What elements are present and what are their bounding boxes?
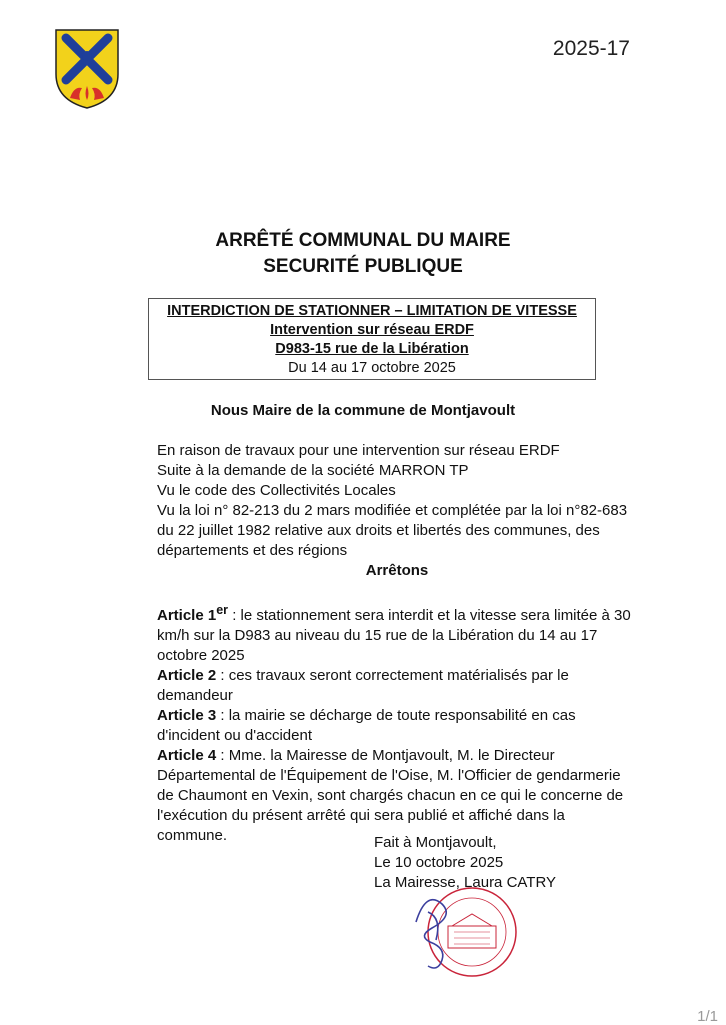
mairie-stamp-and-signature xyxy=(402,882,522,982)
considerant-3: Vu le code des Collectivités Locales xyxy=(157,482,396,499)
subject-box xyxy=(148,298,596,380)
article-4 xyxy=(157,746,637,846)
signature-date: Le 10 octobre 2025 xyxy=(374,854,504,871)
title-line-2: SECURITÉ PUBLIQUE xyxy=(263,256,463,277)
article-1-sup: er xyxy=(216,603,229,617)
decree-title xyxy=(0,228,726,280)
coat-of-arms-icon xyxy=(54,28,120,110)
article-4-label: Article 4 xyxy=(157,747,217,764)
subject-line-4: Du 14 au 17 octobre 2025 xyxy=(288,360,456,376)
article-4-text: : Mme. la Mairesse de Montjavoult, M. le Directeur Départemental de l'Équipement de l'Oise, M. l'Officier de gendarmerie de Chaumont en Vexin, sont chargés chacun en ce qui le concerne de l'exécution du présent arrêté qui sera publié et affiché dans la commune. xyxy=(157,747,624,844)
article-1 xyxy=(157,600,637,666)
article-3-label: Article 3 xyxy=(157,707,217,724)
article-1-label: Article 1 xyxy=(157,607,217,624)
article-1-text: : le stationnement sera interdit et la vitesse sera limitée à 30 km/h sur la D983 au niveau du 15 rue de la Libération du 14 au 17 octobre 2025 xyxy=(157,607,631,664)
decree-reference: 2025-17 xyxy=(552,37,630,60)
page-number: 1/1 xyxy=(697,1008,718,1025)
article-3-text: : la mairie se décharge de toute responsabilité en cas d'incident ou d'accident xyxy=(157,707,576,744)
considerants xyxy=(157,441,637,581)
subject-line-2: Intervention sur réseau ERDF xyxy=(270,322,474,338)
signature-signer: La Mairesse, Laura CATRY xyxy=(374,874,557,891)
article-3 xyxy=(157,706,637,746)
articles-section xyxy=(157,600,637,846)
subject-line-3: D983-15 rue de la Libération xyxy=(275,341,469,357)
considerant-4: Vu la loi n° 82-213 du 2 mars modifiée et complétée par la loi n°82-683 du 22 juillet 1982 relative aux droits et libertés des communes, des départements et des régions xyxy=(157,502,628,559)
mayor-intro: Nous Maire de la commune de Montjavoult xyxy=(210,402,516,419)
arretons-heading: Arrêtons xyxy=(365,562,429,579)
article-2-text: : ces travaux seront correctement matérialisés par le demandeur xyxy=(157,667,569,704)
considerant-2: Suite à la demande de la société MARRON TP xyxy=(157,462,469,479)
article-2 xyxy=(157,666,637,706)
signature-place: Fait à Montjavoult, xyxy=(374,834,497,851)
considerant-1: En raison de travaux pour une intervention sur réseau ERDF xyxy=(157,442,560,459)
title-line-1: ARRÊTÉ COMMUNAL DU MAIRE xyxy=(215,230,511,251)
article-2-label: Article 2 xyxy=(157,667,217,684)
subject-line-1: INTERDICTION DE STATIONNER – LIMITATION DE VITESSE xyxy=(167,303,577,319)
